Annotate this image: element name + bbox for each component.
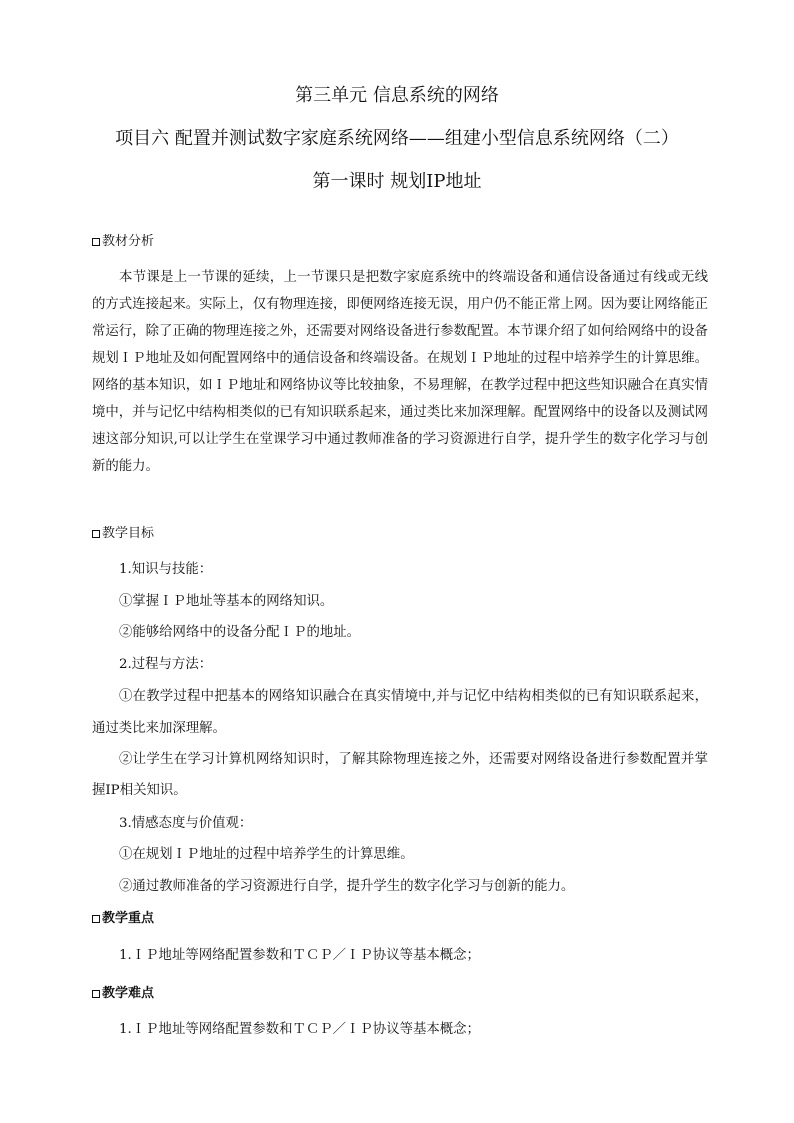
heading-label: 教材分析 (102, 234, 155, 249)
section-heading-key (92, 910, 154, 928)
key-item: 1.ＩＰ地址等网络配置参数和ＴＣＰ／ＩＰ协议等基本概念； (119, 948, 480, 963)
lesson-title: 第一课时 规划IP地址 (312, 171, 482, 192)
heading-label: 教学重点 (102, 911, 155, 926)
analysis-paragraph: 本节课是上一节课的延续，上一节课只是把数字家庭系统中的终端设备和通信设备通过有线或无线的方式连接起来。实际上，仅有物理连接，即便网络连接无误，用户仍不能正常上网。因为要让网络能正常运行，除了正确的物理连接之外，还需要对网络设备进行参数配置。本节课介绍了如何给网络中的设备规划ＩＰ地址及如何配置网络中的通信设备和终端设备。在规划ＩＰ地址的过程中培养学生的计算思维。网络的基本知识，如ＩＰ地址和网络协议等比较抽象，不易理解，在教学过程中把这些知识融合在真实情境中，并与记忆中结构相类似的已有知识联系起来，通过类比来加深理解。配置网络中的设备以及测试网速这部分知识,可以让学生在堂课学习中通过教师准备的学习资源进行自学，提升学生的数字化学习与创新的能力。 (92, 270, 708, 474)
unit-title: 第三单元 信息系统的网络 (295, 85, 499, 106)
goal-item: ①掌握ＩＰ地址等基本的网络知识。 (119, 594, 334, 609)
goal-item: ②让学生在学习计算机网络知识时，了解其除物理连接之外，还需要对网络设备进行参数配置并掌握IP相关知识。 (92, 752, 708, 798)
goal-item: ②通过教师准备的学习资源进行自学，提升学生的数字化学习与创新的能力。 (119, 879, 575, 894)
goal-item: ①在教学过程中把基本的网络知识融合在真实情境中,并与记忆中结构相类似的已有知识联系起来，通过类比来加深理解。 (92, 689, 708, 736)
section-heading-analysis (92, 233, 154, 251)
project-title: 项目六 配置并测试数字家庭系统网络——组建小型信息系统网络（二） (115, 128, 679, 149)
goal-sub-heading-2: 2.过程与方法： (119, 657, 213, 672)
checkbox-icon (92, 990, 100, 998)
goal-item: ①在规划ＩＰ地址的过程中培养学生的计算思维。 (119, 847, 414, 862)
goal-item: ②能够给网络中的设备分配ＩＰ的地址。 (119, 625, 361, 640)
checkbox-icon (92, 915, 100, 923)
heading-label: 教学难点 (102, 986, 155, 1001)
checkbox-icon (92, 238, 100, 246)
difficult-item: 1.ＩＰ地址等网络配置参数和ＴＣＰ／ＩＰ协议等基本概念； (119, 1022, 480, 1037)
section-heading-difficult (92, 985, 154, 1003)
goal-sub-heading-1: 1.知识与技能： (119, 562, 213, 577)
section-heading-goals (92, 525, 154, 543)
checkbox-icon (92, 530, 100, 538)
heading-label: 教学目标 (102, 526, 155, 541)
goal-sub-heading-3: 3.情感态度与价值观： (119, 816, 253, 831)
